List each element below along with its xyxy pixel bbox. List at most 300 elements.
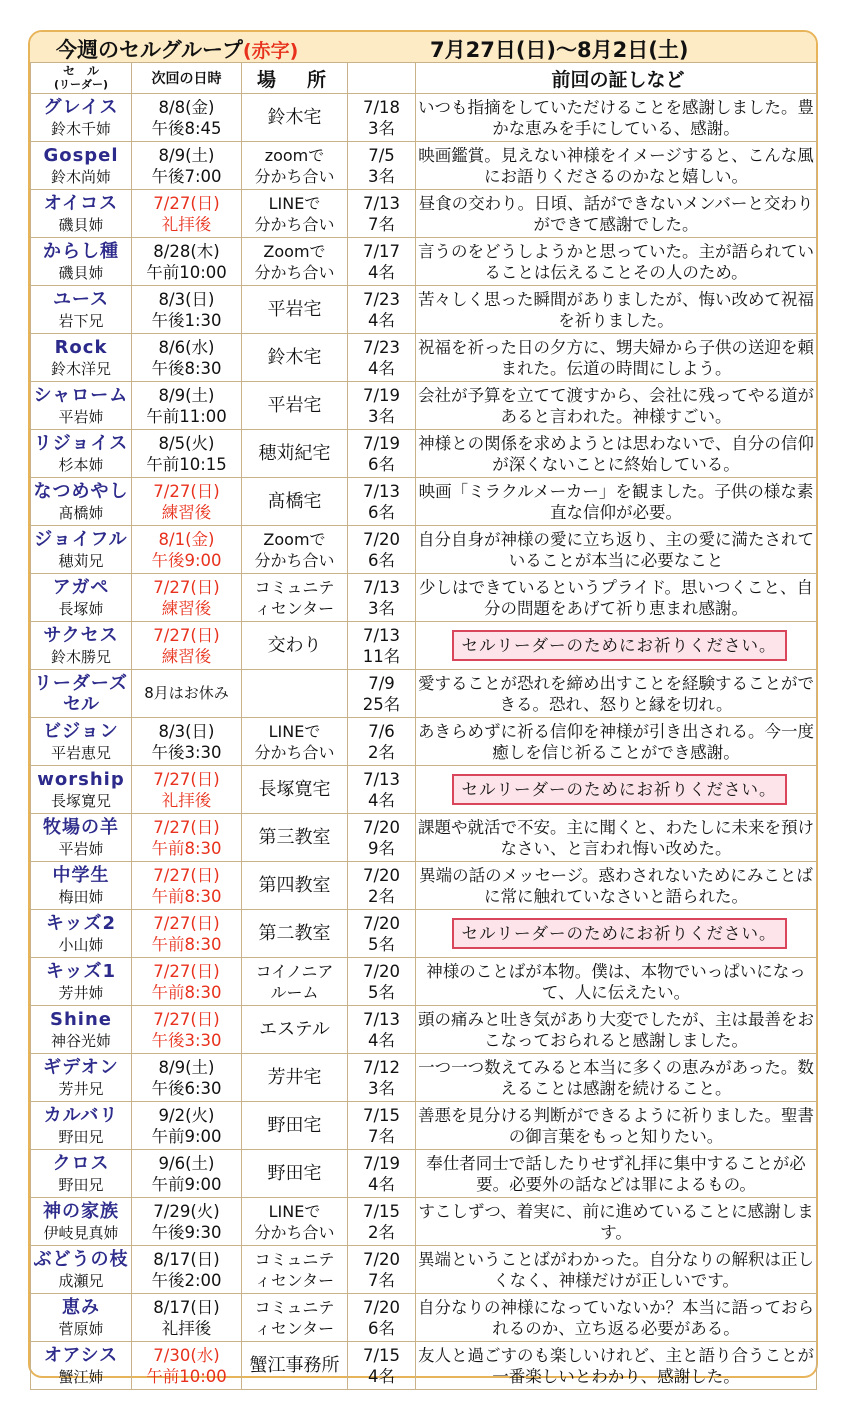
- attendance-count: 9名: [368, 838, 395, 858]
- place-cell: [242, 526, 348, 574]
- cell-group-name: ぶどうの枝: [33, 1248, 129, 1270]
- leader-name: 成瀬兄: [58, 1271, 104, 1290]
- leader-name: 野田兄: [58, 1127, 104, 1146]
- place-cell: [242, 622, 348, 670]
- table-row: [31, 478, 817, 526]
- cell-group-name: からし種: [43, 240, 119, 262]
- last-meeting-cell: [348, 1150, 416, 1198]
- place-cell: [242, 910, 348, 958]
- leader-name: 菅原姉: [58, 1319, 104, 1338]
- next-time: 練習後: [161, 598, 212, 618]
- place-line1: 野田宅: [267, 1163, 322, 1184]
- cell-group-name: シャローム: [33, 384, 129, 406]
- note-cell: 一つ一つ数えてみると本当に多くの恵みがあった。数えることは感謝を続けること。: [416, 1054, 817, 1102]
- next-date-cell: [132, 526, 242, 574]
- next-date: 8/9(土): [158, 385, 215, 405]
- leader-name: 梅田姉: [58, 887, 104, 906]
- attendance-count: 5名: [368, 982, 395, 1002]
- last-meeting-cell: [348, 814, 416, 862]
- last-date: 7/19: [362, 385, 401, 405]
- place-cell: [242, 94, 348, 142]
- leader-name: 平岩恵兄: [50, 743, 111, 762]
- cell-group-name: 中学生: [52, 864, 110, 886]
- place-line2: ィセンター: [254, 1318, 335, 1338]
- next-time: 午前10:00: [146, 262, 227, 282]
- place-cell: [242, 958, 348, 1006]
- last-meeting-cell: [348, 478, 416, 526]
- next-time: 午前10:00: [146, 1366, 227, 1386]
- last-date: 7/20: [362, 865, 401, 885]
- place-cell: [242, 718, 348, 766]
- next-time: 午後1:30: [151, 310, 222, 330]
- note-cell: 祝福を祈った日の夕方に、甥夫婦から子供の送迎を頼まれた。伝道の時間にしよう。: [416, 334, 817, 382]
- last-meeting-cell: [348, 1102, 416, 1150]
- place-cell: [242, 478, 348, 526]
- next-time: 礼拝後: [161, 1318, 212, 1338]
- attendance-count: 25名: [362, 694, 401, 714]
- leader-name: 芳井姉: [58, 983, 104, 1002]
- next-date-cell: [132, 1342, 242, 1390]
- attendance-count: 3名: [368, 166, 395, 186]
- next-date-cell: [132, 1246, 242, 1294]
- note-cell: 会社が予算を立てて渡すから、会社に残ってやる道があると言われた。神様すごい。: [416, 382, 817, 430]
- last-date: 7/23: [362, 337, 401, 357]
- last-meeting-cell: [348, 862, 416, 910]
- cell-name-cell: [31, 574, 132, 622]
- note-cell: 自分なりの神様になっていないか？本当に語っておられるのか、立ち返る必要がある。: [416, 1294, 817, 1342]
- next-date-cell: [132, 574, 242, 622]
- next-date-cell: [132, 478, 242, 526]
- last-meeting-cell: [348, 1198, 416, 1246]
- table-body: [31, 94, 817, 1390]
- cell-name-cell: [31, 190, 132, 238]
- next-date-cell: [132, 910, 242, 958]
- place-line1: 第二教室: [258, 923, 331, 944]
- place-line1: Zoomで: [263, 529, 326, 549]
- last-date: 7/20: [362, 913, 401, 933]
- next-date: 8/3(日): [158, 289, 215, 309]
- leader-name: 神谷光姉: [50, 1031, 111, 1050]
- cell-name-cell: [31, 1006, 132, 1054]
- cell-group-name: worship: [37, 768, 125, 790]
- next-date: 8/28(木): [153, 241, 220, 261]
- note-cell: すこしずつ、着実に、前に進めていることに感謝します。: [416, 1198, 817, 1246]
- next-date: 8/9(土): [158, 145, 215, 165]
- place-cell: [242, 1102, 348, 1150]
- col-cell-label: セ ル: [62, 64, 99, 78]
- title-text: 今週のセルグループ: [56, 38, 243, 62]
- next-date: 8/8(金): [158, 97, 215, 117]
- next-date: 8/9(土): [158, 1057, 215, 1077]
- next-date-cell: [132, 190, 242, 238]
- last-meeting-cell: [348, 526, 416, 574]
- cell-group-name: アガペ: [52, 576, 110, 598]
- cell-name-cell: [31, 286, 132, 334]
- col-header-next-date: 次回の日時: [132, 63, 242, 94]
- cell-group-name: ユース: [52, 288, 110, 310]
- col-header-notes: [416, 63, 817, 94]
- prayer-request-box: セルリーダーのためにお祈りください。: [452, 918, 787, 949]
- place-cell: [242, 1342, 348, 1390]
- note-cell: 友人と過ごすのも楽しいけれど、主と語り合うことが一番楽しいとわかり、感謝した。: [416, 1342, 817, 1390]
- note-cell: あきらめずに祈る信仰を神様が引き出される。今一度癒しを信じ祈ることができ感謝。: [416, 718, 817, 766]
- place-cell: [242, 190, 348, 238]
- cell-name-cell: [31, 334, 132, 382]
- attendance-count: 7名: [368, 1270, 395, 1290]
- next-date: 8月はお休み: [144, 684, 229, 702]
- next-date-cell: [132, 1198, 242, 1246]
- cell-name-cell: [31, 718, 132, 766]
- next-date-cell: [132, 1054, 242, 1102]
- next-date-cell: [132, 334, 242, 382]
- table-row: [31, 190, 817, 238]
- note-cell: 奉仕者同士で話したりせず礼拝に集中することが必要。必要外の話などは罪によるもの。: [416, 1150, 817, 1198]
- next-time: 午前9:00: [151, 1126, 222, 1146]
- place-cell: [242, 574, 348, 622]
- next-date-cell: [132, 1294, 242, 1342]
- table-row: [31, 1342, 817, 1390]
- note-cell: [416, 622, 817, 670]
- table-row: [31, 574, 817, 622]
- last-meeting-cell: [348, 622, 416, 670]
- place-cell: [242, 766, 348, 814]
- attendance-count: 2名: [368, 886, 395, 906]
- place-line1: LINEで: [268, 721, 321, 741]
- next-time: 礼拝後: [161, 214, 212, 234]
- note-cell: 少しはできているというプライド。思いつくこと、自分の問題をあげて祈り恵まれ感謝。: [416, 574, 817, 622]
- note-cell: いつも指摘をしていただけることを感謝しました。豊かな恵みを手にしている、感謝。: [416, 94, 817, 142]
- next-date: 9/6(土): [158, 1153, 215, 1173]
- col-notes-label: 前回の証しなど: [551, 68, 685, 91]
- place-cell: [242, 238, 348, 286]
- last-date: 7/5: [368, 145, 395, 165]
- last-date: 7/13: [362, 577, 401, 597]
- place-cell: [242, 142, 348, 190]
- next-time: 午後3:30: [151, 1030, 222, 1050]
- cell-name-cell: [31, 1246, 132, 1294]
- next-date-cell: [132, 142, 242, 190]
- next-date-cell: [132, 286, 242, 334]
- col-header-cell: [31, 63, 132, 94]
- note-cell: 異端ということばがわかった。自分なりの解釈は正しくなく、神様だけが正しいです。: [416, 1246, 817, 1294]
- note-cell: [416, 910, 817, 958]
- next-date-cell: [132, 670, 242, 718]
- next-date: 8/3(日): [158, 721, 215, 741]
- note-cell: 映画鑑賞。見えない神様をイメージすると、こんな風にお語りくださるのかなと嬉しい。: [416, 142, 817, 190]
- attendance-count: 4名: [368, 262, 395, 282]
- place-line1: 鈴木宅: [267, 347, 322, 368]
- col-leader-label: (リーダー): [53, 78, 109, 91]
- note-cell: [416, 766, 817, 814]
- cell-name-cell: [31, 814, 132, 862]
- cell-name-cell: [31, 1150, 132, 1198]
- last-date: 7/6: [368, 721, 395, 741]
- note-cell: 映画「ミラクルメーカー」を観ました。子供の様な素直な信仰が必要。: [416, 478, 817, 526]
- cell-name-cell: [31, 430, 132, 478]
- place-line1: コイノニア: [255, 961, 334, 981]
- cell-name-cell: [31, 238, 132, 286]
- week-range: 7月27日(日)〜8月2日(土): [430, 38, 689, 62]
- place-cell: [242, 1198, 348, 1246]
- last-date: 7/19: [362, 433, 401, 453]
- cell-name-cell: [31, 958, 132, 1006]
- last-date: 7/13: [362, 481, 401, 501]
- next-date: 7/27(日): [153, 625, 220, 645]
- place-line1: Zoomで: [263, 241, 326, 261]
- last-meeting-cell: [348, 190, 416, 238]
- cell-name-cell: [31, 478, 132, 526]
- next-date: 7/27(日): [153, 769, 220, 789]
- leader-name: 磯貝姉: [58, 263, 104, 282]
- cell-group-table: [30, 62, 817, 1390]
- last-meeting-cell: [348, 958, 416, 1006]
- next-date-cell: [132, 766, 242, 814]
- place-cell: [242, 1150, 348, 1198]
- last-date: 7/18: [362, 97, 401, 117]
- table-row: [31, 238, 817, 286]
- next-date: 7/27(日): [153, 961, 220, 981]
- next-date-cell: [132, 718, 242, 766]
- next-date: 8/17(日): [153, 1297, 220, 1317]
- note-cell: 善悪を見分ける判断ができるように祈りました。聖書の御言葉をもっと知りたい。: [416, 1102, 817, 1150]
- next-date-cell: [132, 382, 242, 430]
- attendance-count: 6名: [368, 454, 395, 474]
- place-cell: [242, 1294, 348, 1342]
- place-cell: [242, 670, 348, 718]
- next-time: 午前8:30: [151, 838, 222, 858]
- next-date: 7/27(日): [153, 913, 220, 933]
- cell-group-name: 牧場の羊: [43, 816, 119, 838]
- next-date: 7/27(日): [153, 865, 220, 885]
- cell-group-name: Rock: [54, 336, 108, 358]
- attendance-count: 6名: [368, 550, 395, 570]
- cell-name-cell: [31, 1102, 132, 1150]
- leader-name: 蟹江姉: [58, 1367, 104, 1386]
- table-row: [31, 910, 817, 958]
- place-cell: [242, 430, 348, 478]
- next-time: 練習後: [161, 502, 212, 522]
- last-meeting-cell: [348, 382, 416, 430]
- table-row: [31, 1150, 817, 1198]
- next-time: 午後8:30: [151, 358, 222, 378]
- table-row: [31, 1102, 817, 1150]
- next-date: 7/29(火): [153, 1201, 220, 1221]
- next-date-cell: [132, 958, 242, 1006]
- note-cell: 自分自身が神様の愛に立ち返り、主の愛に満たされていることが本当に必要なこと: [416, 526, 817, 574]
- cell-group-name: ビジョン: [43, 720, 119, 742]
- cell-group-name: Shine: [50, 1008, 112, 1030]
- last-meeting-cell: [348, 1294, 416, 1342]
- title-bar: [30, 32, 816, 63]
- next-date-cell: [132, 622, 242, 670]
- note-cell: 神様との関係を求めようとは思わないで、自分の信仰が深くないことに終始している。: [416, 430, 817, 478]
- last-date: 7/15: [362, 1345, 401, 1365]
- cell-group-name: サクセス: [43, 624, 119, 646]
- place-cell: [242, 1246, 348, 1294]
- cell-group-name: グレイス: [43, 96, 119, 118]
- note-cell: 異端の話のメッセージ。惑わされないためにみことばに常に触れていなさいと語られた。: [416, 862, 817, 910]
- table-header-row: [31, 63, 817, 94]
- place-line1: 平岩宅: [267, 299, 322, 320]
- leader-name: 芳井兄: [58, 1079, 104, 1098]
- next-date: 9/2(火): [158, 1105, 215, 1125]
- note-cell: 苦々しく思った瞬間がありましたが、悔い改めて祝福を祈りました。: [416, 286, 817, 334]
- last-meeting-cell: [348, 766, 416, 814]
- last-date: 7/9: [368, 673, 395, 693]
- next-date-cell: [132, 1150, 242, 1198]
- leader-name: 鈴木洋兄: [50, 359, 111, 378]
- leader-name: 磯貝姉: [58, 215, 104, 234]
- place-line2: 分かち合い: [254, 550, 335, 570]
- cell-name-cell: [31, 670, 132, 718]
- last-date: 7/13: [362, 625, 401, 645]
- place-line1: 野田宅: [267, 1115, 322, 1136]
- leader-name: 伊岐見真姉: [43, 1223, 119, 1242]
- table-row: [31, 766, 817, 814]
- place-line1: zoomで: [264, 145, 325, 165]
- prayer-request-box: セルリーダーのためにお祈りください。: [452, 774, 787, 805]
- last-date: 7/19: [362, 1153, 401, 1173]
- next-time: 午後7:00: [151, 166, 222, 186]
- leader-name: 野田兄: [58, 1175, 104, 1194]
- leader-name: 平岩姉: [58, 407, 104, 426]
- cell-name-cell: [31, 1054, 132, 1102]
- table-row: [31, 1006, 817, 1054]
- next-time: 練習後: [161, 646, 212, 666]
- leader-name: 鈴木尚姉: [50, 167, 111, 186]
- table-row: [31, 862, 817, 910]
- next-time: 午前9:00: [151, 1174, 222, 1194]
- last-meeting-cell: [348, 574, 416, 622]
- place-line1: LINEで: [268, 1201, 321, 1221]
- next-time: 午後3:30: [151, 742, 222, 762]
- next-date: 7/27(日): [153, 577, 220, 597]
- place-line2: 分かち合い: [254, 1222, 335, 1242]
- cell-group-name: オイコス: [43, 192, 119, 214]
- leader-name: 岩下兄: [58, 311, 104, 330]
- attendance-count: 4名: [368, 1030, 395, 1050]
- next-date-cell: [132, 862, 242, 910]
- next-date: 7/27(日): [153, 481, 220, 501]
- next-time: 午前10:15: [146, 454, 227, 474]
- last-date: 7/20: [362, 961, 401, 981]
- next-time: 午後8:45: [151, 118, 222, 138]
- place-line2: 分かち合い: [254, 262, 335, 282]
- last-meeting-cell: [348, 142, 416, 190]
- place-line2: ルーム: [270, 982, 319, 1002]
- place-line2: 分かち合い: [254, 742, 335, 762]
- attendance-count: 4名: [368, 1366, 395, 1386]
- place-line1: エステル: [259, 1019, 330, 1040]
- table-row: [31, 670, 817, 718]
- cell-group-name: 神の家族: [43, 1200, 119, 1222]
- col-header-place: 場 所: [242, 63, 348, 94]
- table-row: [31, 526, 817, 574]
- cell-group-name: なつめやし: [33, 480, 129, 502]
- cell-group-name: Gospel: [43, 144, 119, 166]
- place-line1: 髙橋宅: [267, 491, 322, 512]
- place-line1: 長塚寛宅: [258, 779, 331, 800]
- cell-group-name: リジョイス: [33, 432, 129, 454]
- table-row: [31, 1198, 817, 1246]
- table-row: [31, 814, 817, 862]
- next-date-cell: [132, 814, 242, 862]
- last-date: 7/15: [362, 1201, 401, 1221]
- cell-name-cell: [31, 142, 132, 190]
- last-meeting-cell: [348, 94, 416, 142]
- place-cell: [242, 382, 348, 430]
- next-time: 午前8:30: [151, 982, 222, 1002]
- next-time: 午前8:30: [151, 934, 222, 954]
- cell-name-cell: [31, 1198, 132, 1246]
- last-meeting-cell: [348, 910, 416, 958]
- leader-name: 平岩姉: [58, 839, 104, 858]
- note-cell: 頭の痛みと吐き気があり大変でしたが、主は最善をおこなっておられると感謝しました。: [416, 1006, 817, 1054]
- last-meeting-cell: [348, 286, 416, 334]
- attendance-count: 3名: [368, 1078, 395, 1098]
- leader-name: 長塚寛兄: [50, 791, 111, 810]
- attendance-count: 2名: [368, 1222, 395, 1242]
- table-row: [31, 718, 817, 766]
- cell-group-name: ジョイフル: [34, 528, 128, 550]
- attendance-count: 3名: [368, 598, 395, 618]
- col-header-last: [348, 63, 416, 94]
- place-line1: 第四教室: [258, 875, 331, 896]
- leader-name: 杉本姉: [58, 455, 104, 474]
- next-date: 8/6(水): [158, 337, 215, 357]
- cell-name-cell: [31, 1342, 132, 1390]
- place-line2: ィセンター: [254, 1270, 335, 1290]
- note-cell: 課題や就活で不安。主に聞くと、わたしに未来を預けなさい、と言われ悔い改めた。: [416, 814, 817, 862]
- next-time: 午後2:00: [151, 1270, 222, 1290]
- attendance-count: 7名: [368, 1126, 395, 1146]
- table-row: [31, 286, 817, 334]
- last-meeting-cell: [348, 1054, 416, 1102]
- attendance-count: 4名: [368, 790, 395, 810]
- last-date: 7/20: [362, 1249, 401, 1269]
- attendance-count: 3名: [368, 118, 395, 138]
- table-row: [31, 382, 817, 430]
- next-time: 午後6:30: [151, 1078, 222, 1098]
- attendance-count: 2名: [368, 742, 395, 762]
- prayer-request-box: セルリーダーのためにお祈りください。: [452, 630, 787, 661]
- attendance-count: 6名: [368, 502, 395, 522]
- place-cell: [242, 1054, 348, 1102]
- last-date: 7/20: [362, 1297, 401, 1317]
- last-date: 7/23: [362, 289, 401, 309]
- cell-group-name: キッズ1: [45, 960, 117, 982]
- attendance-count: 6名: [368, 1318, 395, 1338]
- note-cell: 愛することが恐れを締め出すことを経験することができる。恐れ、怒りと縁を切れ。: [416, 670, 817, 718]
- place-line1: 平岩宅: [267, 395, 322, 416]
- leader-name: セル: [63, 693, 99, 715]
- cell-name-cell: [31, 526, 132, 574]
- next-date-cell: [132, 94, 242, 142]
- cell-group-name: クロス: [52, 1152, 110, 1174]
- next-time: 午後9:30: [151, 1222, 222, 1242]
- cell-group-name: カルバリ: [43, 1104, 119, 1126]
- attendance-count: 7名: [368, 214, 395, 234]
- cell-group-name: キッズ2: [45, 912, 117, 934]
- next-date: 7/27(日): [153, 817, 220, 837]
- place-line1: 交わり: [267, 635, 322, 656]
- place-line1: 穂苅紀宅: [258, 443, 331, 464]
- next-date-cell: [132, 238, 242, 286]
- last-meeting-cell: [348, 670, 416, 718]
- last-date: 7/13: [362, 193, 401, 213]
- next-date: 8/1(金): [158, 529, 215, 549]
- last-date: 7/13: [362, 1009, 401, 1029]
